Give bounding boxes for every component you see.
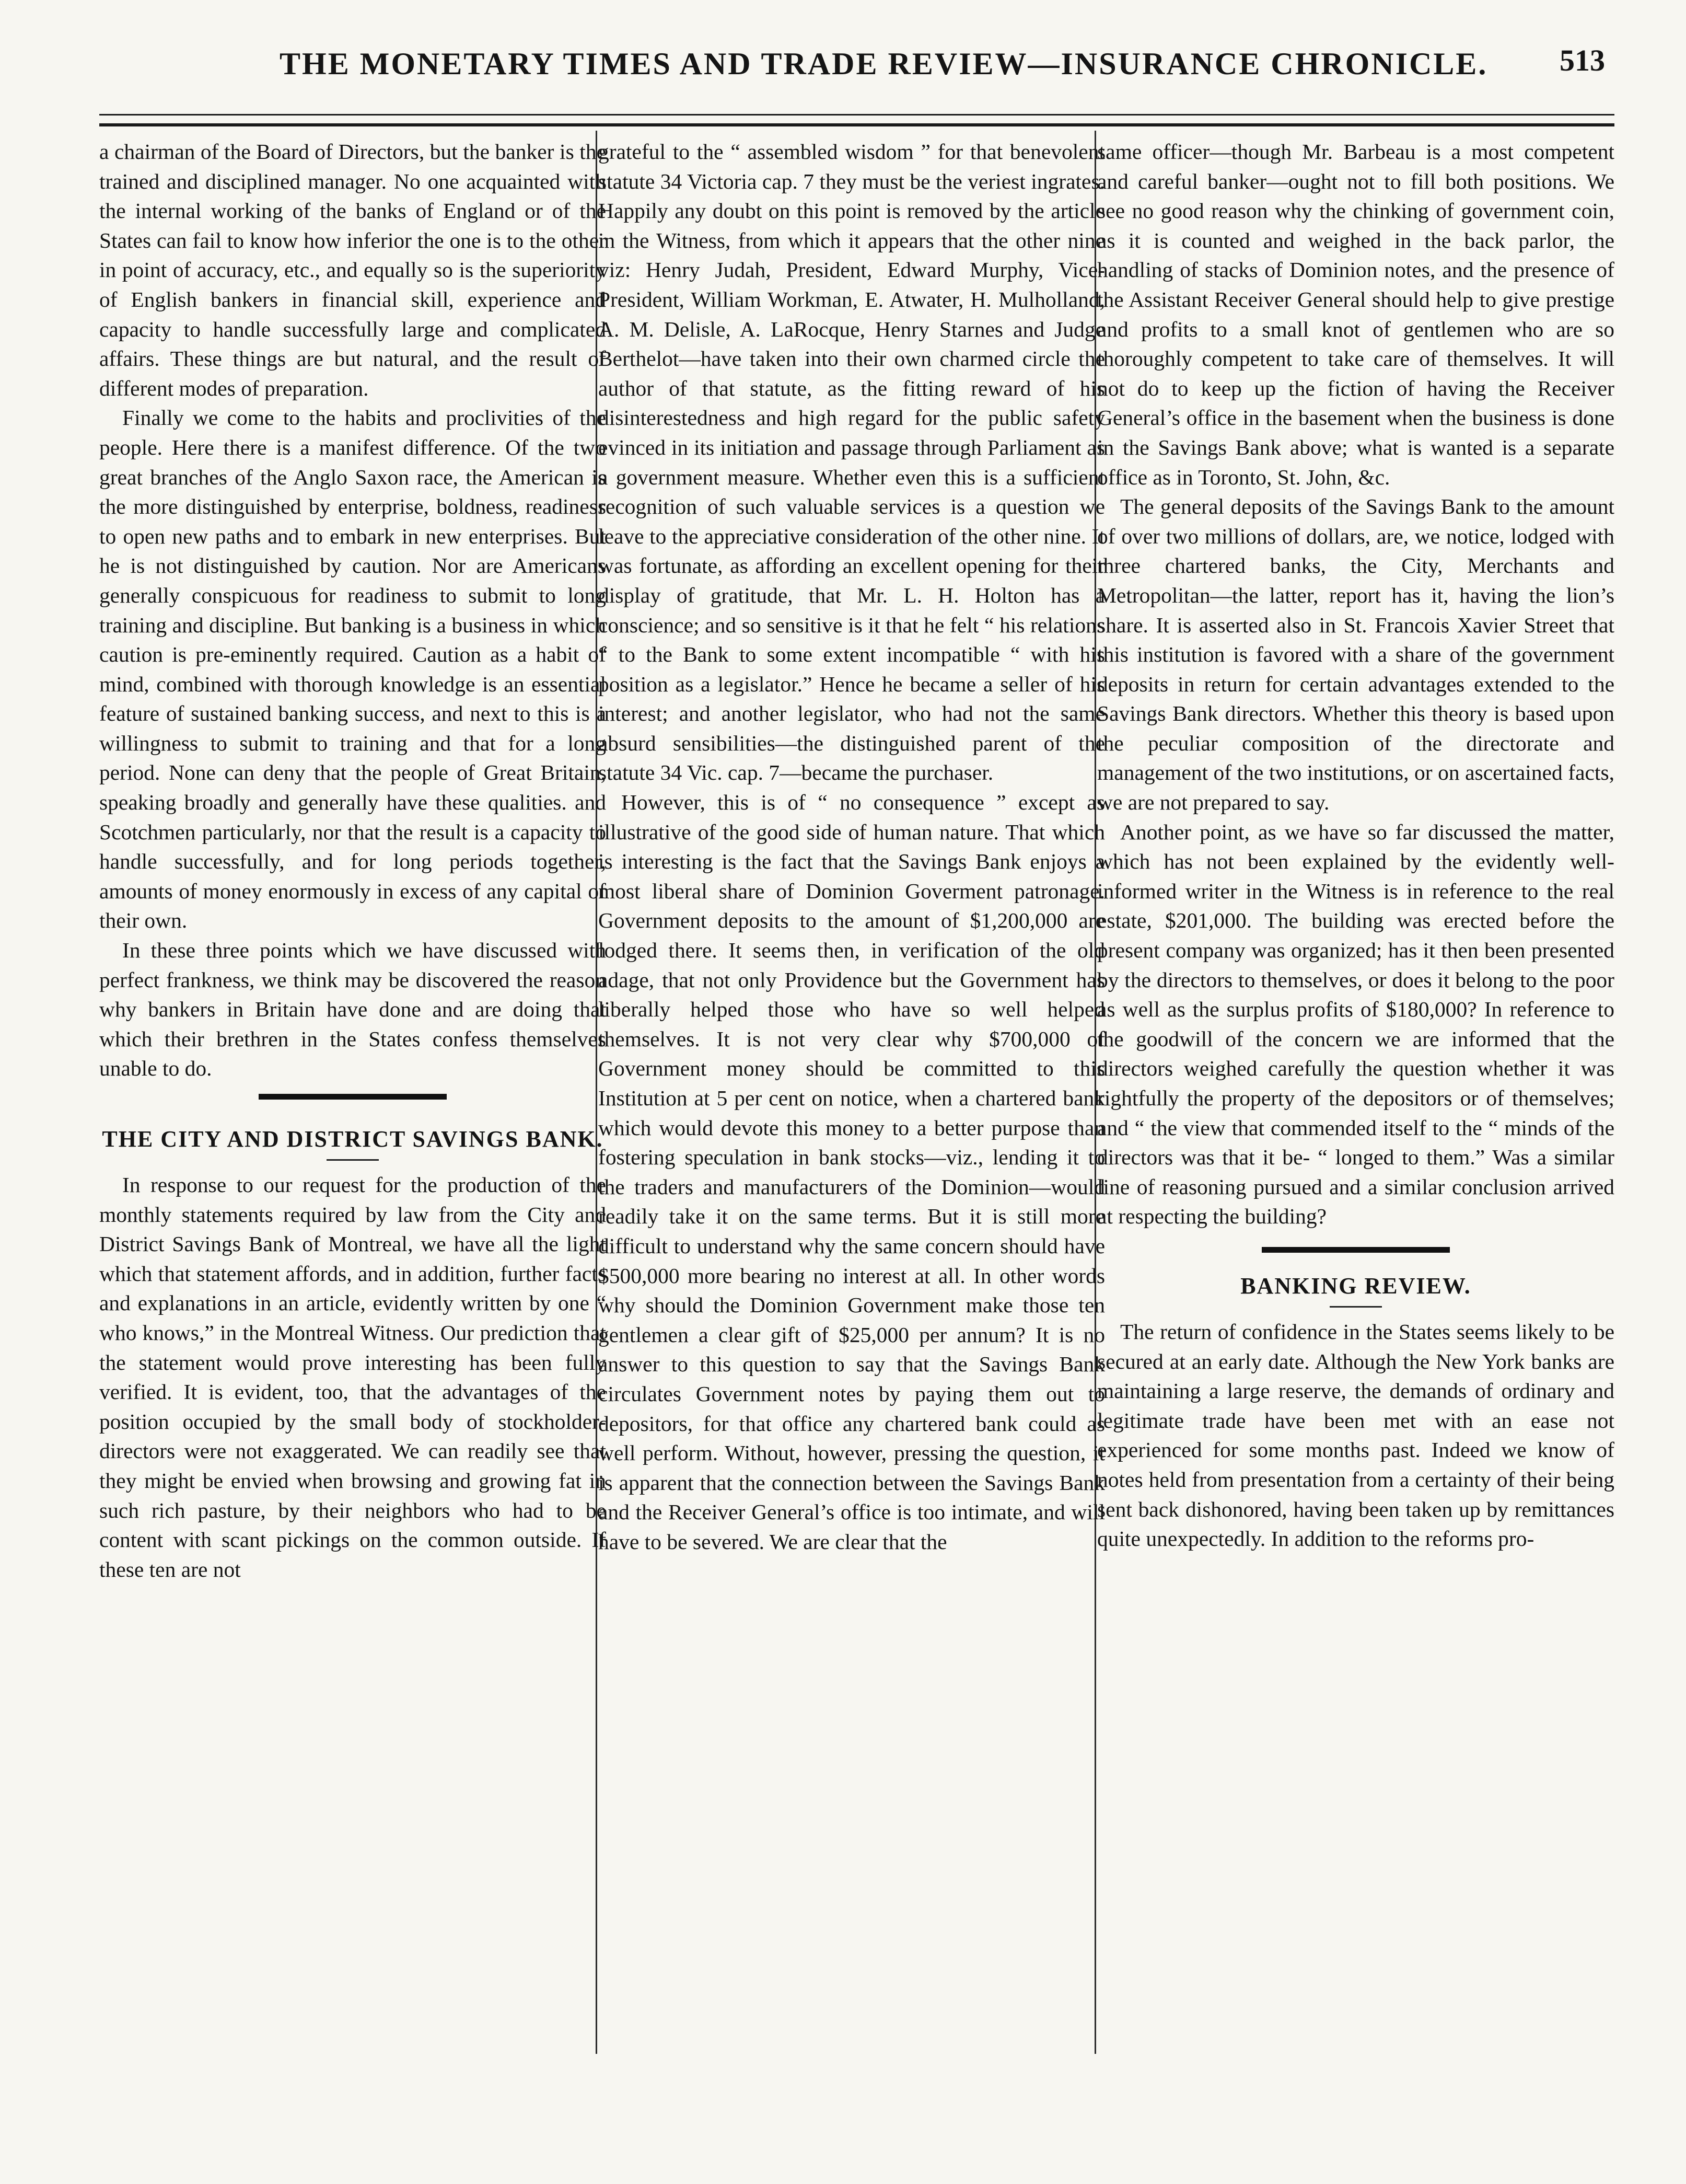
heading-underline	[1330, 1306, 1382, 1308]
section-divider	[1262, 1247, 1450, 1253]
section-heading-banking-review: BANKING REVIEW.	[1240, 1273, 1471, 1299]
article-paragraph: grateful to the “ assembled wisdom ” for that benevolent statute 34 Victoria cap. 7 they must be the veriest ingrates. Happily any doubt on this point is removed by the article in the Witness, from which it appears that the other nine viz: Henry Judah, President, Edward Murphy, Vice-President, William Workman, E. Atwater, H. Mulholland, A. M. Delisle, A. LaRocque, Henry Starnes and Judge Berthelot—have taken into their own charmed circle the author of that statute, as the fitting reward of his disinterestedness and high regard for the public safety evinced in its initiation and passage through Parliament as a government measure. Whether even this is a sufficient recognition of such valuable services is a question we leave to the appreciative consideration of the other nine. It was fortunate, as affording an excellent opening for their display of gratitude, that Mr. L. H. Holton has a conscience; and so sensitive is it that he felt “ his relations “ to the Bank to some extent incompatible “ with his position as a legislator.” Hence he became a seller of his interest; and another legislator, who had not the same absurd sensibilities—the distinguished parent of the statute 34 Vic. cap. 7—became the purchaser.	[598, 140, 1105, 785]
article-paragraph: The general deposits of the Savings Bank to the amount of over two millions of dollars, are, we notice, lodged with three chartered banks, the City, Merchants and Metropolitan—the latter, report has it, having the lion’s share. It is asserted also in St. Francois Xavier Street that this institution is favored with a share of the government deposits in return for certain advantages extended to the Savings Bank directors. Whether this theory is based upon the peculiar composition of the directorate and management of the two institutions, or on ascertained facts, we are not prepared to say.	[1097, 494, 1614, 815]
article-paragraph: The return of confidence in the States seems likely to be secured at an early date. Although the New York banks are maintaining a large reserve, the demands of ordinary and legitimate trade have been met with an ease not experienced for some months past. Indeed we know of notes held from presentation from a certainty of their being sent back dishonored, having been taken up by remittances quite unexpectedly. In addition to the reforms pro-	[1097, 1319, 1614, 1551]
article-paragraph: In these three points which we have discussed with perfect frankness, we think may be discovered the reason why bankers in Britain have done and are doing that which their brethren in the States confess themselves unable to do.	[99, 938, 606, 1081]
page-number: 513	[1560, 43, 1605, 77]
article-paragraph: In response to our request for the production of the monthly statements required by law from the City and District Savings Bank of Montreal, we have all the light which that statement affords, and in addition, further facts and explanations in an article, evidently written by one “ who knows,” in the Montreal Witness. Our prediction that the statement would prove interesting has been fully verified. It is evident, too, that the advantages of the position occupied by the small body of stockholder-directors were not exaggerated. We can readily see that they might be envied when browsing and growing fat in such rich pasture, by their neighbors who had to be content with scant pickings on the common outside. If these ten are not	[99, 1173, 606, 1581]
column-3	[1097, 137, 1614, 1554]
section-divider	[259, 1094, 447, 1100]
section-heading-savings-bank: THE CITY AND DISTRICT SAVINGS BANK.	[102, 1126, 603, 1152]
header-rule-thin	[99, 114, 1614, 115]
header-rule-thick	[99, 123, 1614, 126]
article-paragraph: a chairman of the Board of Directors, but the banker is the trained and disciplined manager. No one acquainted with the internal working of the banks of England or of the States can fail to know how inferior the one is to the other in point of accuracy, etc., and equally so is the superiority of English bankers in financial skill, experience and capacity to handle successfully large and complicated affairs. These things are but natural, and the result of different modes of preparation.	[99, 140, 606, 400]
article-paragraph: Finally we come to the habits and proclivities of the people. Here there is a manifest difference. Of the two great branches of the Anglo Saxon race, the American is the more distinguished by enterprise, boldness, readiness to open new paths and to embark in new enterprises. But he is not distinguished by caution. Nor are Americans generally conspicuous for readiness to submit to long training and discipline. But banking is a business in which caution is pre-eminently required. Caution as a habit of mind, combined with thorough knowledge is an essential feature of sustained banking success, and next to this is a willingness to submit to training and that for a long period. None can deny that the people of Great Britain, speaking broadly and generally have these qualities. and Scotchmen particularly, nor that the result is a capacity to handle successfully, and for long periods together, amounts of money enormously in excess of any capital of their own.	[99, 406, 606, 933]
column-1	[99, 137, 606, 1584]
page-header-title: THE MONETARY TIMES AND TRADE REVIEW—INSURANCE CHRONICLE.	[280, 47, 1488, 81]
article-paragraph: same officer—though Mr. Barbeau is a most competent and careful banker—ought not to fill both positions. We see no good reason why the chinking of government coin, as it is counted and weighed in the back parlor, the handling of stacks of Dominion notes, and the presence of the Assistant Receiver General should help to give prestige and profits to a small knot of gentlemen who are so thoroughly competent to take care of themselves. It will not do to keep up the fiction of having the Receiver General’s office in the basement when the business is done in the Savings Bank above; what is wanted is a separate office as in Toronto, St. John, &c.	[1097, 140, 1614, 489]
article-paragraph: Another point, as we have so far discussed the matter, which has not been explained by the evidently well-informed writer in the Witness is in reference to the real estate, $201,000. The building was erected before the present company was organized; has it then been presented by the directors to themselves, or does it belong to the poor as well as the surplus profits of $180,000? In reference to the goodwill of the concern we are informed that the directors weighed carefully the question whether it was rightfully the property of the depositors or of themselves; and “ the view that commended itself to the “ minds of the directors was that it be- “ longed to them.” Was a similar line of reasoning pursued and a similar conclusion arrived at respecting the building?	[1097, 819, 1614, 1229]
column-2	[598, 137, 1105, 1557]
article-paragraph: However, this is of “ no consequence ” except as illustrative of the good side of human nature. That which is interesting is the fact that the Savings Bank enjoys a most liberal share of Dominion Goverment patronage. Government deposits to the amount of $1,200,000 are lodged there. It seems then, in verification of the old adage, that not only Providence but the Government has liberally helped those who have so well helped themselves. It is not very clear why $700,000 of Government money should be committed to this Institution at 5 per cent on notice, when a chartered bank which would devote this money to a better purpose than fostering speculation in bank stocks—viz., lending it to the traders and manufacturers of the Dominion—would readily take it on the same terms. But it is still more difficult to understand why the same concern should have $500,000 more bearing no interest at all. In other words why should the Dominion Government make those ten gentlemen a clear gift of $25,000 per annum? It is no answer to this question to say that the Savings Bank circulates Government notes by paying them out to depositors, for that office any chartered bank could as well perform. Without, however, pressing the question, it is apparent that the connection between the Savings Bank and the Receiver General’s office is too intimate, and will have to be severed. We are clear that the	[598, 790, 1105, 1554]
heading-underline	[327, 1159, 379, 1161]
